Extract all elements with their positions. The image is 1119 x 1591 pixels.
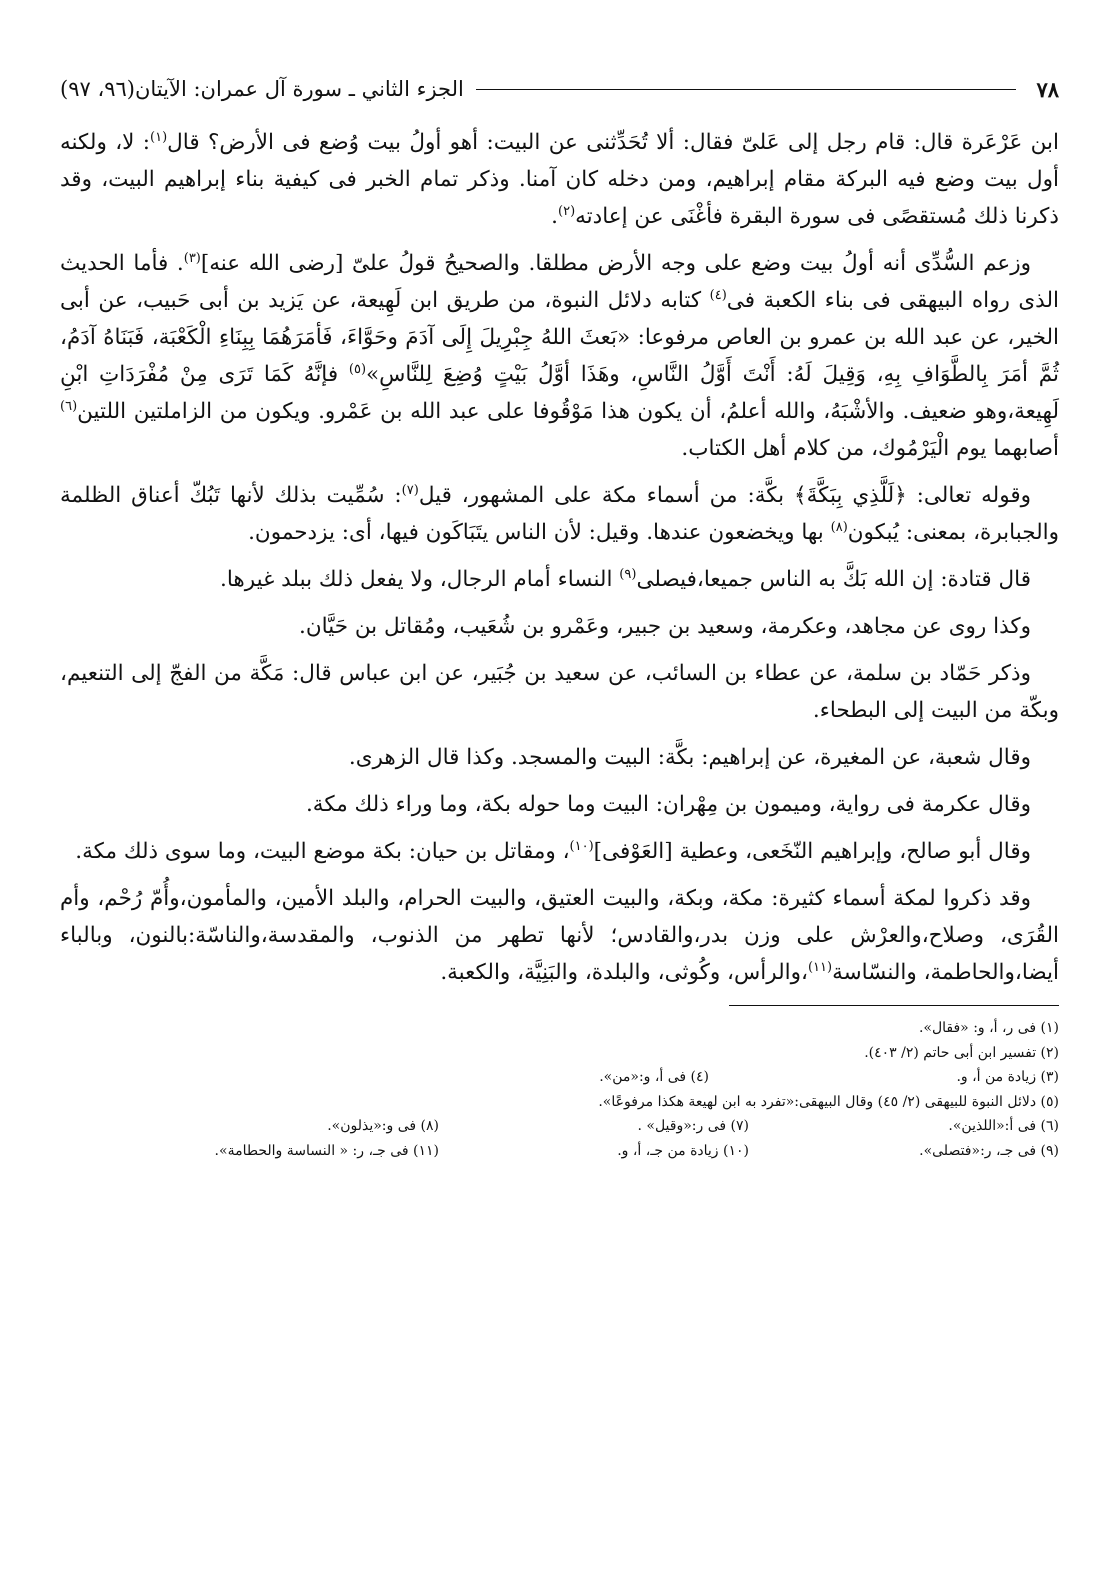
text-run: وقوله تعالى: ﴿لَلَّذِي بِبَكَّةَ﴾ بكَّة: من أسماء مكة على المشهور، قيل [418,483,1031,508]
footnote-marker: (٣) [183,250,201,266]
header-rule [476,89,1017,90]
text-run: قال قتادة: إن الله بَكَّ به الناس جميعا،فيصلى [636,567,1031,592]
text-run: وقد ذكروا لمكة أسماء كثيرة: مكة، وبكة، والبيت العتيق، والبيت الحرام، والبلد الأمين، والمأمون،وأُمّ رُحْم، وأم القُرَى، وصلاح،والعرْش على وزن بدر،والقادس؛ لأنها تطهر من الذنوب، والمقدسة،والناسّة:بالنون، وبالباء أيضا،والحاطمة، والنسّاسة [60,886,1059,985]
footnote-9: (٩) فى جـ، ر:«فتصلى». [919,1142,1059,1159]
paragraph [60,739,1059,776]
paragraph [60,655,1059,729]
running-header [60,72,1059,106]
footnote-marker: (١) [150,129,168,145]
text-run: ،والرأس، وكُوثى، والبلدة، والبَنِيَّة، والكعبة. [440,960,808,985]
text-run: : لا، ولكنه أول بيت وضع فيه البركة مقام إبراهيم، ومن دخله كان آمنا. وذكر تمام الخبر فى كيفية بناء إبراهيم البيت، وقد ذكرنا ذلك مُستقصًى فى سورة البقرة فأغْنَى عن إعادته [60,130,1059,229]
text-run: وزعم السُّدِّى أنه أولُ بيت وضع على وجه الأرض مطلقا. والصحيحُ قولُ علىّ [رضى الله عنه] [200,251,1031,276]
paragraph [60,608,1059,645]
footnote-marker: (٨) [830,519,848,535]
text-run: وقال عكرمة فى رواية، وميمون بن مِهْران: البيت وما حوله بكة، وما وراء ذلك مكة. [305,792,1031,817]
paragraph [60,477,1059,551]
main-text [60,124,1059,991]
footnote-5: (٥) دلائل النبوة للبيهقى (٢/ ٤٥) وقال البيهقى:«تفرد به ابن لهيعة هكذا مرفوعًا». [598,1093,1059,1110]
footnote-marker: (٤) [709,287,727,303]
paragraph [60,245,1059,467]
footnote-4: (٤) فى أ، و:«من». [599,1069,709,1085]
footnote-marker: (١٠) [569,838,594,854]
text-run: وقال شعبة، عن المغيرة، عن إبراهيم: بكَّة: البيت والمسجد. وكذا قال الزهرى. [348,745,1031,770]
text-run: النساء أمام الرجال، ولا يفعل ذلك ببلد غيرها. [220,567,620,592]
paragraph [60,880,1059,991]
text-run: . فأما الحديث الذى رواه البيهقى فى بناء الكعبة فى [60,251,1059,313]
text-run: ، ومقاتل بن حيان: بكة موضع البيت، وما سوى ذلك مكة. [75,839,570,864]
footnote-marker: (٧) [401,482,419,498]
footnote-marker: (٩) [619,566,637,582]
text-run: وذكر حَمّاد بن سلمة، عن عطاء بن السائب، عن سعيد بن جُبَير، عن ابن عباس قال: مَكَّة من الفجّ إلى التنعيم، وبكّة من البيت إلى البطحاء. [60,661,1059,723]
footnote-10: (١٠) زيادة من جـ، أ، و. [617,1142,749,1159]
text-run: ابن عَرْعَرة قال: قام رجل إلى عَلىّ فقال: ألا تُحَدِّثنى عن البيت: أهو أولُ بيت وُضع فى الأرض؟ قال [167,130,1059,155]
text-run: فإنَّهُ كَمَا تَرَى مِنْ مُفْرَدَاتِ ابْنِ لَهِيعة،وهو ضعيف. والأشْبَهُ، والله أعلمُ، أن يكون هذا مَوْقُوفا على عبد الله بن عَمْرو. ويكون من الزاملتين اللتين [60,362,1059,424]
running-title: الجزء الثاني ـ سورة آل عمران: الآيتان(٩٦، ٩٧) [60,77,464,101]
footnotes [60,1016,1059,1163]
paragraph [60,786,1059,823]
page-number: ٧٨ [1036,76,1059,102]
text-run: بها ويخضعون عندها. وقيل: لأن الناس يتَبَاكَون فيها، أى: يزدحمون. [248,520,831,545]
footnote-marker: (٥) [348,361,367,377]
text-run: وكذا روى عن مجاهد، وعكرمة، وسعيد بن جبير، وعَمْرو بن شُعَيب، ومُقاتل بن حَيَّان. [299,614,1031,639]
text-run: . [551,204,558,229]
footnote-11: (١١) فى جـ، ر: « النساسة والحطامة». [214,1142,439,1159]
paragraph [60,561,1059,598]
footnote-8: (٨) فى و:«يذلون». [327,1118,439,1134]
footnote-2: (٢) تفسير ابن أبى حاتم (٢/ ٤٠٣). [864,1044,1059,1061]
paragraph [60,124,1059,235]
text-run: : سُمِّيت بذلك لأنها تَبُكّ أعناق الظلمة والجبابرة، بمعنى: يُبكون [60,483,1059,545]
text-run: كتابه دلائل النبوة، من طريق ابن لَهِيعة، عن يَزيد بن أبى حَبيب، عن أبى الخير، عن عبد الله بن عمرو بن العاص مرفوعا: «بَعثَ اللهُ جِبْرِيلَ إِلَى آدَمَ وحَوَّاءَ، فَأمَرَهُمَا بِبِنَاءِ الْكَعْبَة، فَبَنَاهُ آدَمُ، ثُمَّ أمَرَ بِالطَّوَافِ بِهِ، وَقِيلَ لَهُ: أَنْتَ أَوَّلُ النَّاسِ، وهَذَا أوَّلُ بَيْتٍ وُضِعَ لِلنَّاسِ» [60,288,1059,387]
footnote-marker: (٦) [60,398,78,414]
footnote-marker: (١١) [807,959,833,975]
footnote-6: (٦) فى أ:«اللذين». [948,1118,1059,1134]
footnote-7: (٧) فى ر:«وقيل» . [637,1118,749,1134]
page [60,72,1059,1163]
footnote-marker: (٢) [558,203,576,219]
paragraph [60,833,1059,870]
text-run: أصابهما يوم الْيَرْمُوك، من كلام أهل الكتاب. [681,436,1059,461]
text-run: وقال أبو صالح، وإبراهيم النّخَعى، وعطية [العَوْفى] [593,839,1031,864]
footnote-3: (٣) زيادة من أ، و. [956,1069,1059,1085]
footnote-1: (١) فى ر، أ، و: «فقال». [918,1020,1059,1036]
footnote-divider [729,1005,1059,1006]
